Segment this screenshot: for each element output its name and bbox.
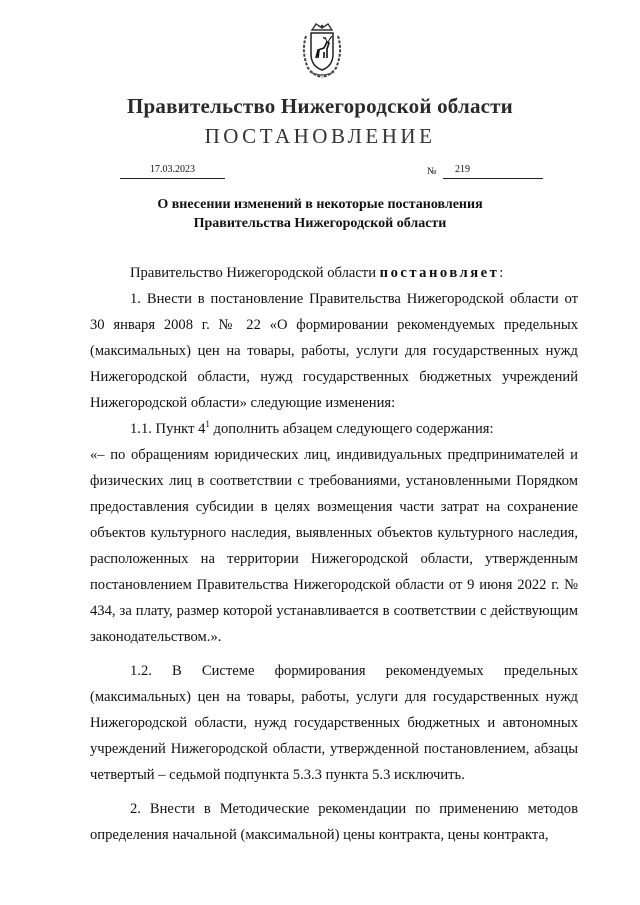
coat-of-arms-icon [300, 22, 344, 78]
paragraph-2: 2. Внести в Методические рекомендации по применению методов определения начальной (максимальной) цены контракта, цены контракта, [90, 801, 578, 843]
preamble-paragraph [90, 260, 578, 286]
subject-line-2: Правительства Нижегородской области [193, 216, 447, 231]
paragraph-1-1-start: 1.1. Пункт 4 [130, 421, 206, 437]
paragraph-1-1 [90, 416, 578, 442]
quoted-paragraph: «– по обращениям юридических лиц, индивидуальных предпринимателей и физических лиц в соответствии с требованиями, установленными Порядком предоставления субсидии в целях возмещения части затрат на сохранение объектов культурного наследия, выявленных объектов культурного наследия, расположенных на территории Нижегородской области, утвержденным постановлением Правительства Нижегородской области от 9 июня 2022 г. № 434, за плату, размер которой устанавливается в соответствии с действующим законодательством.». [90, 447, 578, 645]
document-type: ПОСТАНОВЛЕНИЕ [204, 124, 436, 148]
decree-date: 17.03.2023 [120, 164, 225, 179]
paragraph-1-2: 1.2. В Системе формирования рекомендуемых предельных (максимальных) цен на товары, работы, услуги для государственных нужд Нижегородской области, нужд государственных бюджетных и автономных учреждений Нижегородской области, утвержденной постановлением, абзацы четвертый – седьмой подпункта 5.3.3 пункта 5.3 исключить. [90, 663, 578, 783]
number-sign: № [427, 166, 437, 177]
subject-line-1: О внесении изменений в некоторые постановления [157, 197, 483, 212]
paragraph-1-1-end: дополнить абзацем следующего содержания: [209, 421, 494, 437]
paragraph-1: 1. Внести в постановление Правительства Нижегородской области от 30 января 2008 г. № 22 «О формировании рекомендуемых предельных (максимальных) цен на товары, работы, услуги для государственных нужд Нижегородской области, нужд государственных бюджетных учреждений Нижегородской области» следующие изменения: [90, 291, 578, 411]
decree-body [90, 260, 578, 848]
paragraph-1-1-superscript: 1 [205, 419, 210, 430]
preamble-text: Правительство Нижегородской области [130, 265, 380, 281]
resolves-word: постановляет [379, 265, 500, 281]
decree-number-field [443, 164, 543, 179]
government-title: Правительство Нижегородской области [127, 94, 513, 118]
preamble-colon: : [499, 265, 504, 281]
decree-subject [0, 195, 640, 233]
decree-number: 219 [455, 164, 470, 175]
